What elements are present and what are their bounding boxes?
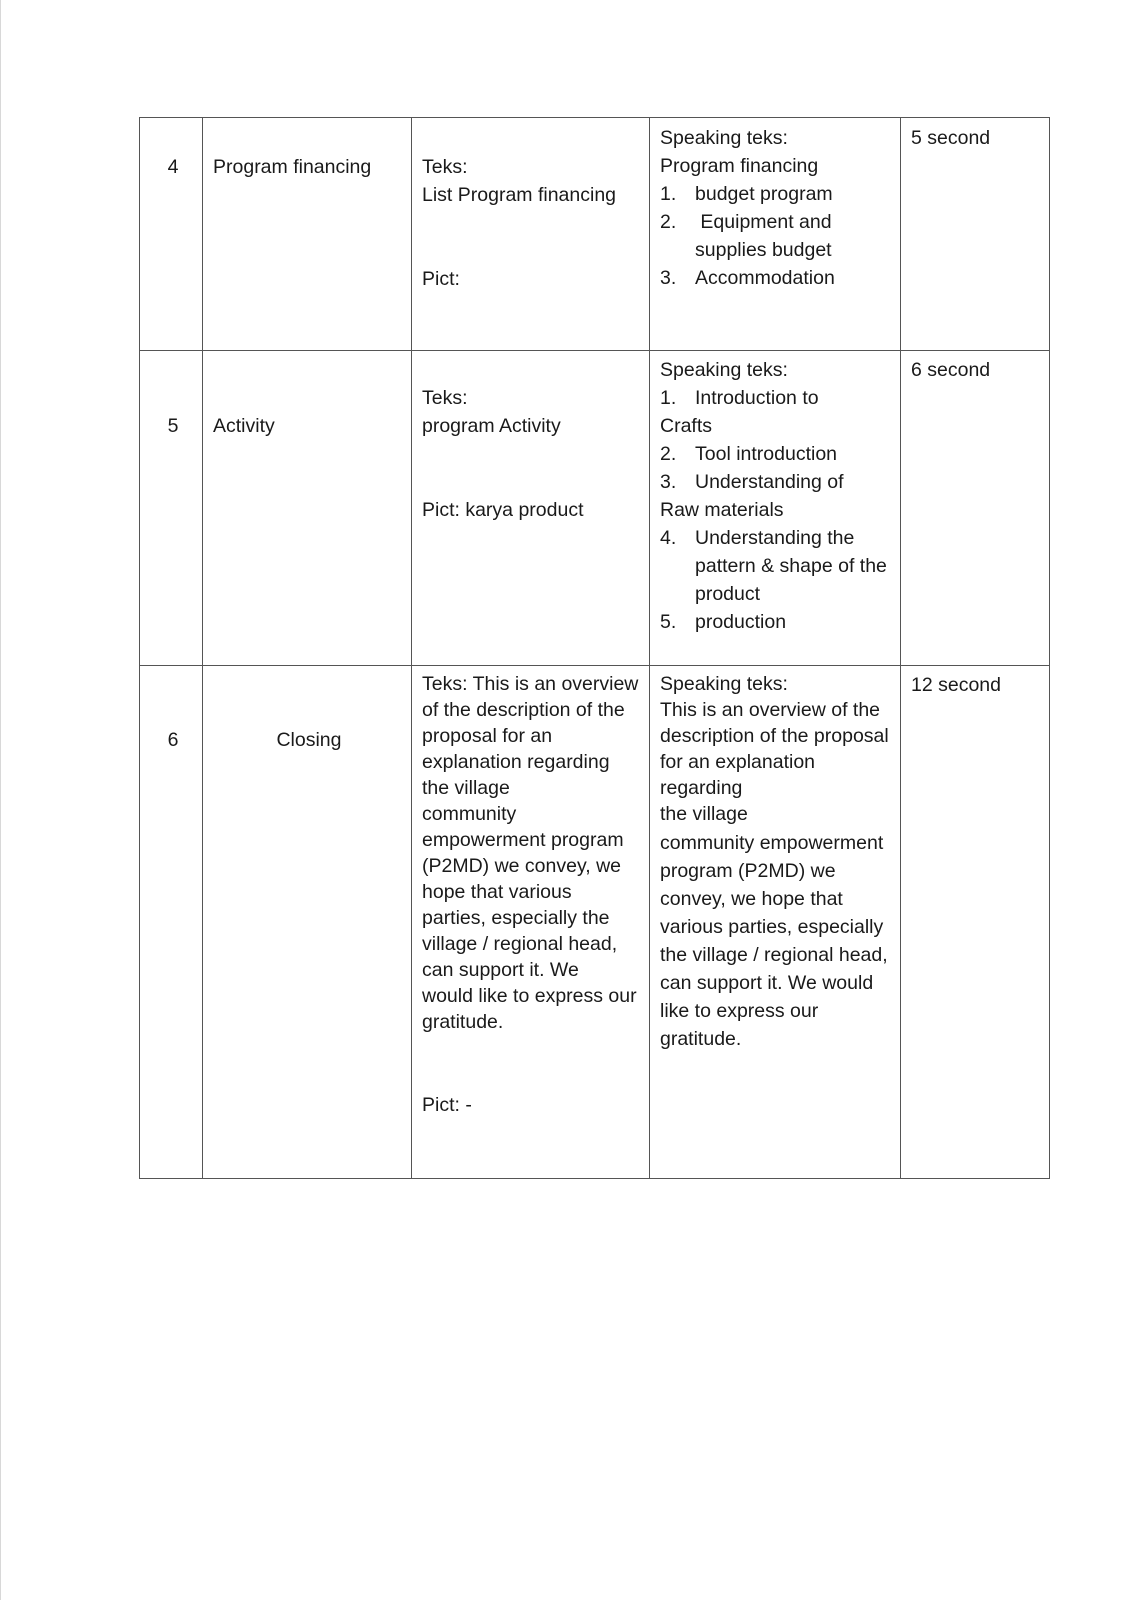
speaking-paragraph: community empowerment program (P2MD) we convey, we hope that various parties, especially the village / regional head, can support it. We would like to express our gratitude.: [660, 832, 888, 1050]
duration-cell: [901, 351, 1050, 666]
segment-cell: [203, 351, 412, 666]
list-item: 2. Equipment and supplies budget: [660, 211, 832, 261]
row-number: 5: [167, 415, 179, 437]
duration: 5 second: [911, 127, 991, 149]
speaking-list: [660, 384, 894, 412]
teks-cell: [412, 351, 650, 666]
teks-value: List Program financing: [422, 184, 617, 206]
list-item: 1. Introduction to: [660, 387, 819, 409]
segment-title: Program financing: [213, 156, 372, 178]
list-item: 1. budget program: [660, 183, 833, 205]
list-item: 2. Tool introduction: [660, 443, 838, 465]
row-number: 6: [167, 729, 179, 751]
list-item: 4. Understanding the pattern & shape of the product: [660, 527, 887, 605]
row-number-cell: [140, 118, 203, 351]
segment-title: Closing: [276, 729, 342, 751]
pict-label: Pict: karya product: [422, 499, 584, 521]
script-table: [139, 117, 1050, 1179]
page-edge: [0, 0, 1, 1600]
speaking-label: Speaking teks:: [660, 673, 788, 695]
speaking-intro: Program financing: [660, 155, 819, 177]
pict-label: Pict: -: [422, 1094, 472, 1116]
list-item-continuation: Raw materials: [660, 499, 784, 521]
row-number-cell: [140, 351, 203, 666]
table-row: [140, 118, 1050, 351]
segment-cell: [203, 118, 412, 351]
teks-label: Teks:: [422, 156, 468, 178]
segment-cell: [203, 666, 412, 1179]
list-item: 3. Understanding of: [660, 471, 844, 493]
teks-paragraph: Teks: This is an overview of the description of the proposal for an explanation regarding the village community empowerment program (P2MD) we convey, we hope that various parties, especially the village / regional head, can support it. We would like to express our gratitude.: [422, 673, 639, 1033]
duration-cell: [901, 666, 1050, 1179]
speaking-list: [660, 180, 894, 292]
pict-label: Pict:: [422, 268, 460, 290]
segment-title: Activity: [213, 415, 275, 437]
speaking-label: Speaking teks:: [660, 359, 788, 381]
speaking-list: [660, 440, 894, 496]
row-number-cell: [140, 666, 203, 1179]
row-number: 4: [167, 156, 179, 178]
table-row: [140, 351, 1050, 666]
teks-cell: [412, 666, 650, 1179]
table-row: [140, 666, 1050, 1179]
duration-cell: [901, 118, 1050, 351]
list-item-continuation: Crafts: [660, 415, 713, 437]
list-item: 3. Accommodation: [660, 267, 835, 289]
teks-label: Teks:: [422, 387, 468, 409]
speaking-cell: [650, 118, 901, 351]
speaking-cell: [650, 351, 901, 666]
duration: 12 second: [911, 674, 1001, 696]
teks-cell: [412, 118, 650, 351]
list-item: 5. production: [660, 611, 787, 633]
speaking-label: Speaking teks:: [660, 127, 788, 149]
speaking-cell: [650, 666, 901, 1179]
duration: 6 second: [911, 359, 991, 381]
speaking-list: [660, 524, 894, 636]
speaking-paragraph: Speaking teks: This is an overview of the description of the proposal for an explanation regarding the village: [660, 671, 894, 827]
teks-value: program Activity: [422, 415, 561, 437]
